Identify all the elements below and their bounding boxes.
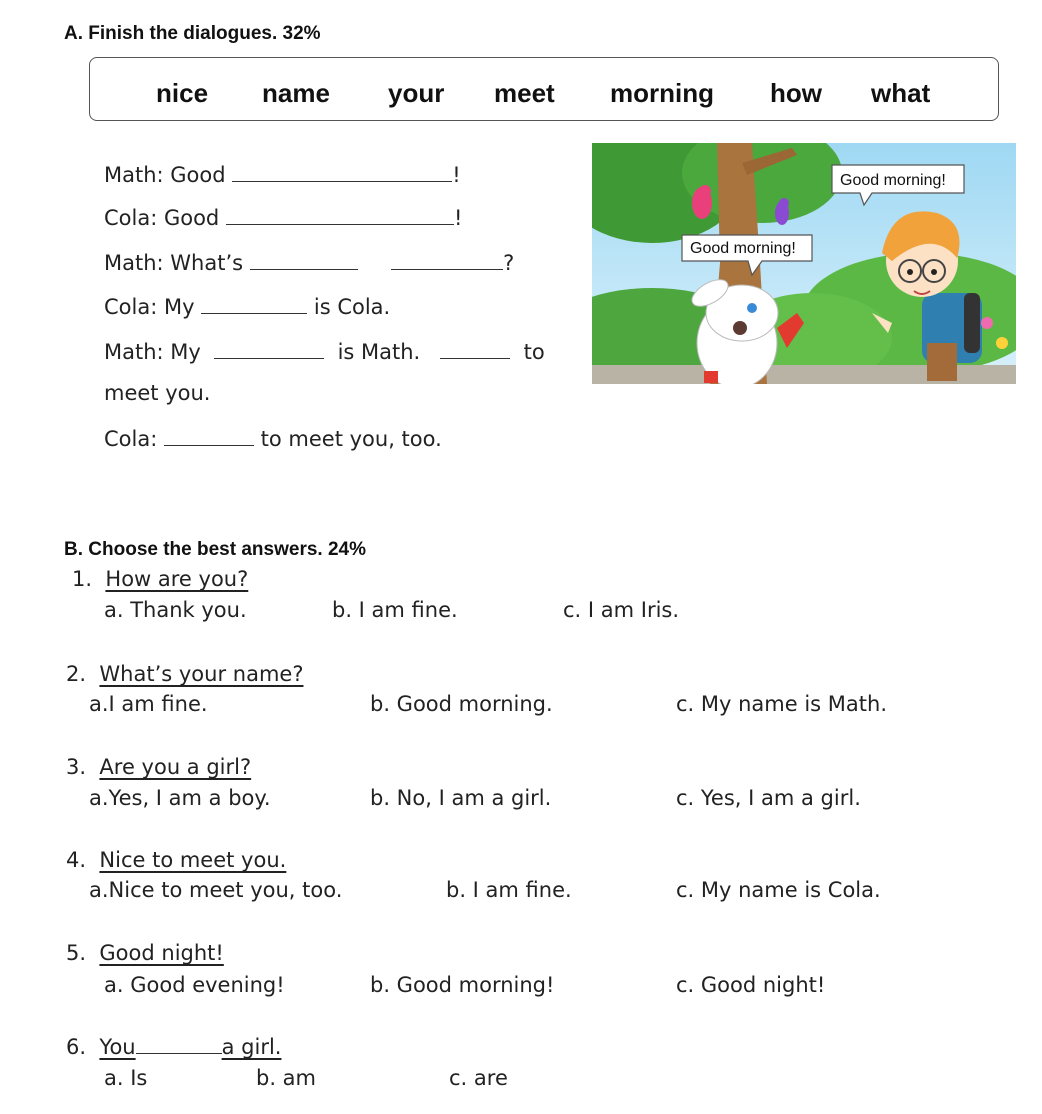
word-bank-item: name xyxy=(262,78,330,108)
dialogue-text: ! xyxy=(453,206,463,230)
word-bank-item: how xyxy=(770,78,822,108)
cartoon-illustration xyxy=(592,143,1016,384)
answer-blank[interactable] xyxy=(214,338,324,359)
answer-blank[interactable] xyxy=(164,425,254,446)
answer-blank[interactable] xyxy=(250,249,358,270)
option-a[interactable]: a. Good evening! xyxy=(104,973,285,997)
option-c[interactable]: c. Good night! xyxy=(676,973,826,997)
option-a[interactable]: a.I am fine. xyxy=(89,692,208,716)
dialogue-text: Cola: Good xyxy=(104,206,226,230)
question-text: Nice to meet you. xyxy=(99,848,287,872)
word-bank-item: your xyxy=(388,78,445,108)
option-c[interactable]: c. My name is Math. xyxy=(676,692,888,716)
answer-blank[interactable] xyxy=(226,204,454,225)
option-a[interactable]: a.Nice to meet you, too. xyxy=(89,878,343,902)
word-bank-item: what xyxy=(871,78,931,108)
option-b[interactable]: b. Good morning. xyxy=(370,692,553,716)
dialogue-line-1 xyxy=(104,161,461,187)
answer-blank[interactable] xyxy=(391,249,503,270)
dialogue-line-7 xyxy=(104,425,442,451)
speech-bubble-dog: Good morning! xyxy=(690,240,796,257)
question-number: 4. xyxy=(66,848,87,872)
dialogue-text: Math: Good xyxy=(104,163,233,187)
option-c[interactable]: c. I am Iris. xyxy=(563,598,680,622)
question-4 xyxy=(66,848,286,872)
answer-blank[interactable] xyxy=(136,1035,222,1054)
dialogue-text: to meet you, too. xyxy=(253,427,442,451)
option-b[interactable]: b. I am fine. xyxy=(332,598,458,622)
option-a[interactable]: a. Thank you. xyxy=(104,598,247,622)
dialogue-text: Math: My xyxy=(104,340,208,364)
question-3 xyxy=(66,755,251,779)
dialogue-text: to xyxy=(516,340,545,364)
answer-blank[interactable] xyxy=(201,293,307,314)
option-b[interactable]: b. Good morning! xyxy=(370,973,555,997)
word-bank-item: meet xyxy=(494,78,555,108)
dialogue-line-5 xyxy=(104,338,545,364)
option-b[interactable]: b. I am fine. xyxy=(446,878,572,902)
section-a-heading: A. Finish the dialogues. 32% xyxy=(64,23,321,44)
word-bank-item: morning xyxy=(610,78,714,108)
speech-bubble-boy: Good morning! xyxy=(840,172,946,189)
dialogue-text: is Math. xyxy=(330,340,427,364)
question-1 xyxy=(72,567,248,591)
answer-blank[interactable] xyxy=(440,338,510,359)
question-text: Good night! xyxy=(99,941,224,965)
question-6 xyxy=(66,1035,281,1059)
question-text: What’s your name? xyxy=(99,662,304,686)
answer-blank[interactable] xyxy=(232,161,452,182)
question-2 xyxy=(66,662,303,686)
cartoon-scene-svg xyxy=(592,143,1016,384)
question-number: 6. xyxy=(66,1035,87,1059)
question-text: You xyxy=(99,1035,136,1059)
question-text: How are you? xyxy=(105,567,249,591)
option-b[interactable]: b. am xyxy=(256,1066,317,1090)
option-c[interactable]: c. are xyxy=(449,1066,508,1090)
question-number: 1. xyxy=(72,567,93,591)
option-c[interactable]: c. My name is Cola. xyxy=(676,878,881,902)
question-5 xyxy=(66,941,224,965)
question-text: a girl. xyxy=(221,1035,282,1059)
dialogue-line-4 xyxy=(104,293,390,319)
option-a[interactable]: a. Is xyxy=(104,1066,148,1090)
section-b-heading: B. Choose the best answers. 24% xyxy=(64,539,366,560)
question-number: 3. xyxy=(66,755,87,779)
dialogue-text: Cola: My xyxy=(104,295,202,319)
dialogue-text: Math: What’s xyxy=(104,251,250,275)
word-bank-item: nice xyxy=(156,78,209,108)
dialogue-text: Cola: xyxy=(104,427,164,451)
dialogue-text: ? xyxy=(503,251,515,275)
dialogue-text: is Cola. xyxy=(307,295,391,319)
dialogue-line-6: meet you. xyxy=(104,381,211,405)
dialogue-text: ! xyxy=(452,163,461,187)
question-number: 5. xyxy=(66,941,87,965)
dialogue-line-3 xyxy=(104,249,514,275)
question-number: 2. xyxy=(66,662,87,686)
option-c[interactable]: c. Yes, I am a girl. xyxy=(676,786,861,810)
question-text: Are you a girl? xyxy=(99,755,252,779)
dialogue-line-2 xyxy=(104,204,462,230)
option-a[interactable]: a.Yes, I am a boy. xyxy=(89,786,271,810)
option-b[interactable]: b. No, I am a girl. xyxy=(370,786,552,810)
